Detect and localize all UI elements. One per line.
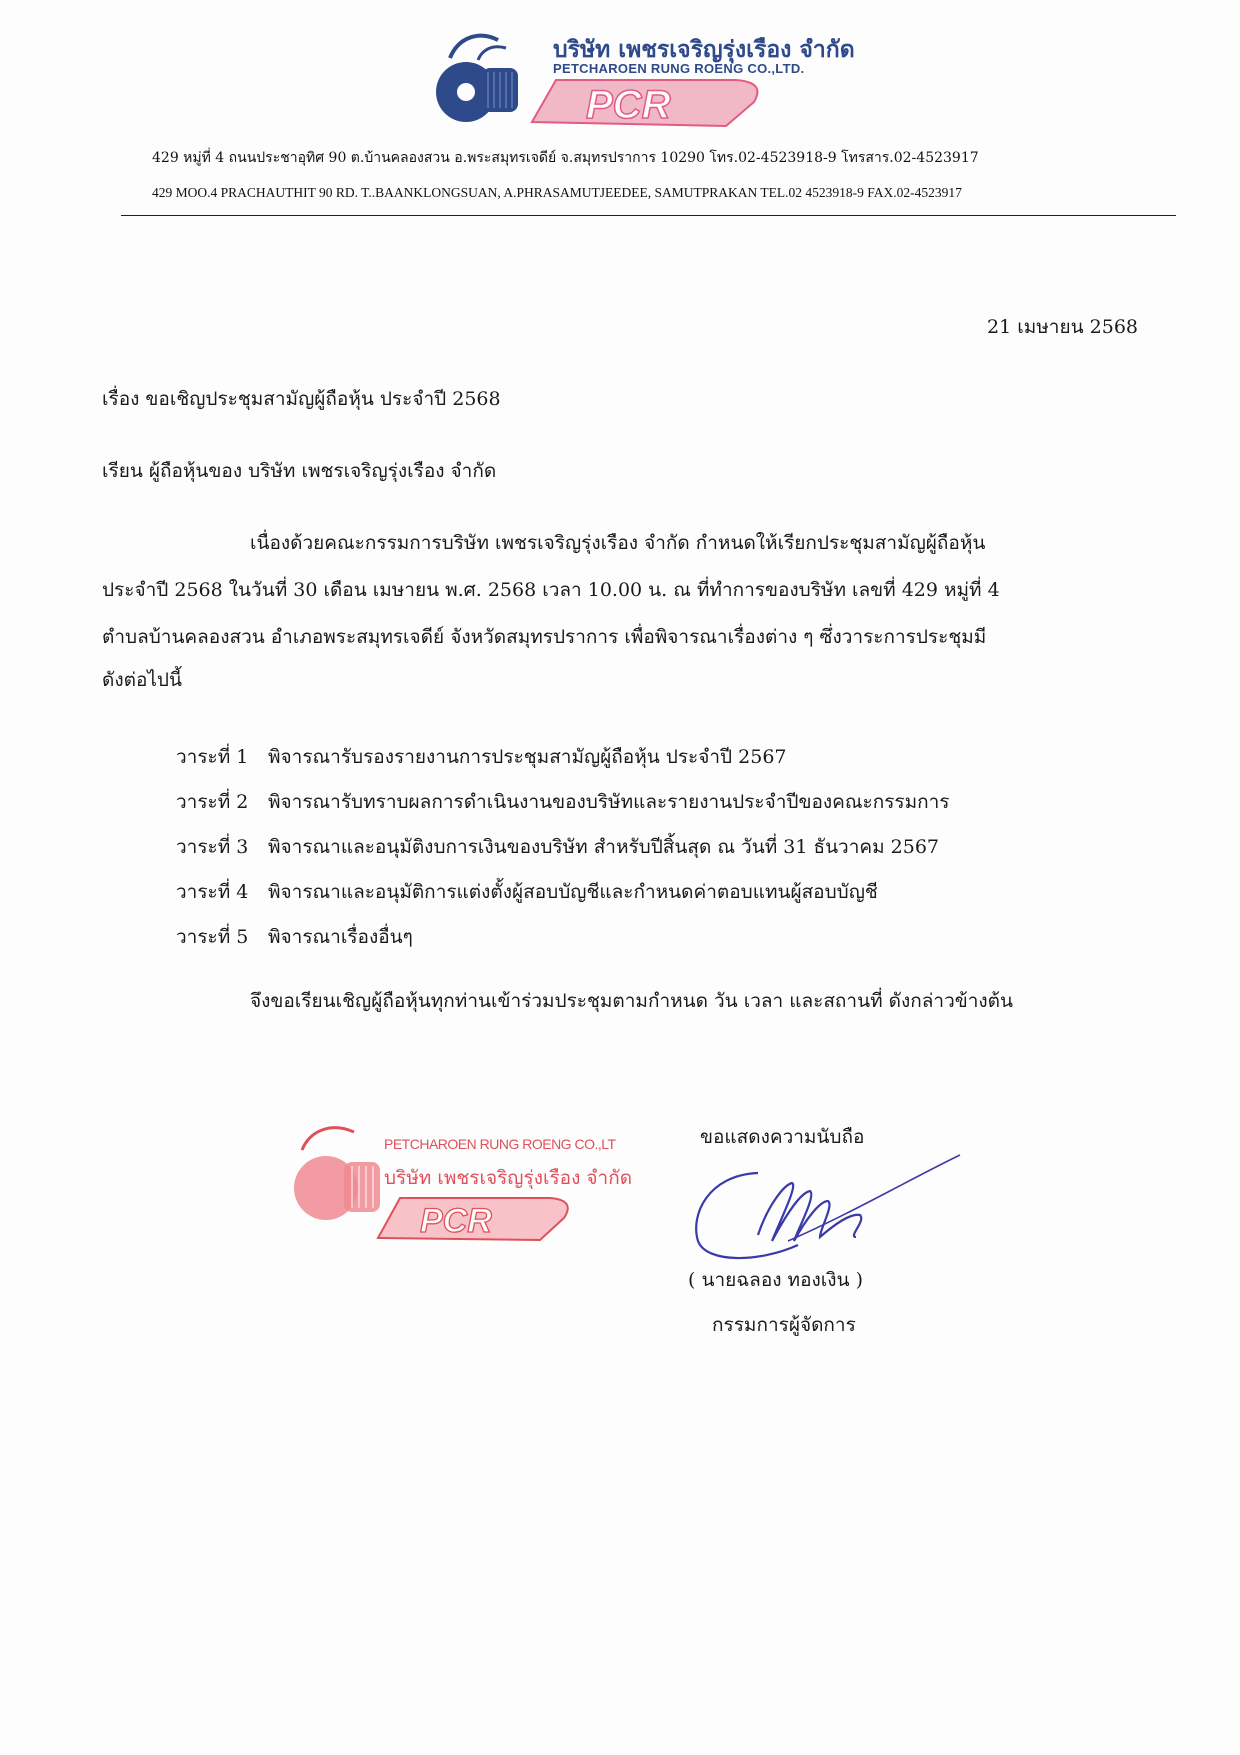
agenda-text: พิจารณาและอนุมัติงบการเงินของบริษัท สำหรับปีสิ้นสุด ณ วันที่ 31 ธันวาคม 2567 bbox=[268, 836, 940, 858]
agenda-text: พิจารณาและอนุมัติการแต่งตั้งผู้สอบบัญชีและกำหนดค่าตอบแทนผู้สอบบัญชี bbox=[268, 881, 878, 903]
body-line: ตำบลบ้านคลองสวน อำเภอพระสมุทรเจดีย์ จังหวัดสมุทรปราการ เพื่อพิจารณาเรื่องต่าง ๆ ซึ่งวาระการประชุมมี bbox=[102, 626, 987, 648]
regards-text: ขอแสดงความนับถือ bbox=[700, 1126, 865, 1148]
letter-date: 21 เมษายน 2568 bbox=[987, 316, 1138, 338]
signature bbox=[688, 1145, 968, 1265]
stamp-logo-text: PCR bbox=[420, 1202, 492, 1240]
body-line: ประจำปี 2568 ในวันที่ 30 เดือน เมษายน พ.ศ. 2568 เวลา 10.00 น. ณ ที่ทำการของบริษัท เลขที่ 429 หมู่ที่ 4 bbox=[102, 579, 1000, 601]
letter-subject: เรื่อง ขอเชิญประชุมสามัญผู้ถือหุ้น ประจำปี 2568 bbox=[102, 388, 501, 410]
agenda-item bbox=[176, 825, 950, 870]
stamp-name-en: PETCHAROEN RUNG ROENG CO.,LT bbox=[384, 1136, 616, 1152]
body-line: ดังต่อไปนี้ bbox=[102, 669, 182, 691]
address-en: 429 MOO.4 PRACHAUTHIT 90 RD. T..BAANKLONGSUAN, A.PHRASAMUTJEEDEE, SAMUTPRAKAN TEL.02 4523918-9 FAX.02-4523917 bbox=[152, 185, 962, 200]
agenda-text: พิจารณาเรื่องอื่นๆ bbox=[268, 926, 413, 948]
agenda-list bbox=[176, 735, 950, 960]
letter-recipient: เรียน ผู้ถือหุ้นของ บริษัท เพชรเจริญรุ่งเรือง จำกัด bbox=[102, 460, 497, 482]
header-divider bbox=[121, 215, 1176, 216]
agenda-item bbox=[176, 915, 950, 960]
agenda-number: วาระที่ 3 bbox=[176, 836, 249, 858]
company-name-en: PETCHAROEN RUNG ROENG CO.,LTD. bbox=[553, 61, 805, 76]
address-th: 429 หมู่ที่ 4 ถนนประชาอุทิศ 90 ต.บ้านคลองสวน อ.พระสมุทรเจดีย์ จ.สมุทรปราการ 10290 โทร.02-4523918-9 โทรสาร.02-4523917 bbox=[152, 150, 979, 166]
agenda-number: วาระที่ 2 bbox=[176, 791, 249, 813]
agenda-text: พิจารณารับรองรายงานการประชุมสามัญผู้ถือหุ้น ประจำปี 2567 bbox=[268, 746, 787, 768]
company-name-th: บริษัท เพชรเจริญรุ่งเรือง จำกัด bbox=[553, 37, 855, 63]
body-line: เนื่องด้วยคณะกรรมการบริษัท เพชรเจริญรุ่งเรือง จำกัด กำหนดให้เรียกประชุมสามัญผู้ถือหุ้น bbox=[250, 532, 986, 554]
closing-line: จึงขอเรียนเชิญผู้ถือหุ้นทุกท่านเข้าร่วมประชุมตามกำหนด วัน เวลา และสถานที่ ดังกล่าวข้างต้น bbox=[250, 990, 1014, 1012]
agenda-number: วาระที่ 5 bbox=[176, 926, 249, 948]
logo-text: PCR bbox=[586, 83, 671, 127]
signer-position: กรรมการผู้จัดการ bbox=[712, 1314, 856, 1336]
agenda-item bbox=[176, 870, 950, 915]
agenda-number: วาระที่ 4 bbox=[176, 881, 249, 903]
agenda-item bbox=[176, 780, 950, 825]
signer-name: ( นายฉลอง ทองเงิน ) bbox=[688, 1269, 863, 1291]
agenda-number: วาระที่ 1 bbox=[176, 746, 249, 768]
stamp-name-th: บริษัท เพชรเจริญรุ่งเรือง จำกัด bbox=[384, 1167, 633, 1189]
agenda-item bbox=[176, 735, 950, 780]
agenda-text: พิจารณารับทราบผลการดำเนินงานของบริษัทและรายงานประจำปีของคณะกรรมการ bbox=[268, 791, 950, 813]
